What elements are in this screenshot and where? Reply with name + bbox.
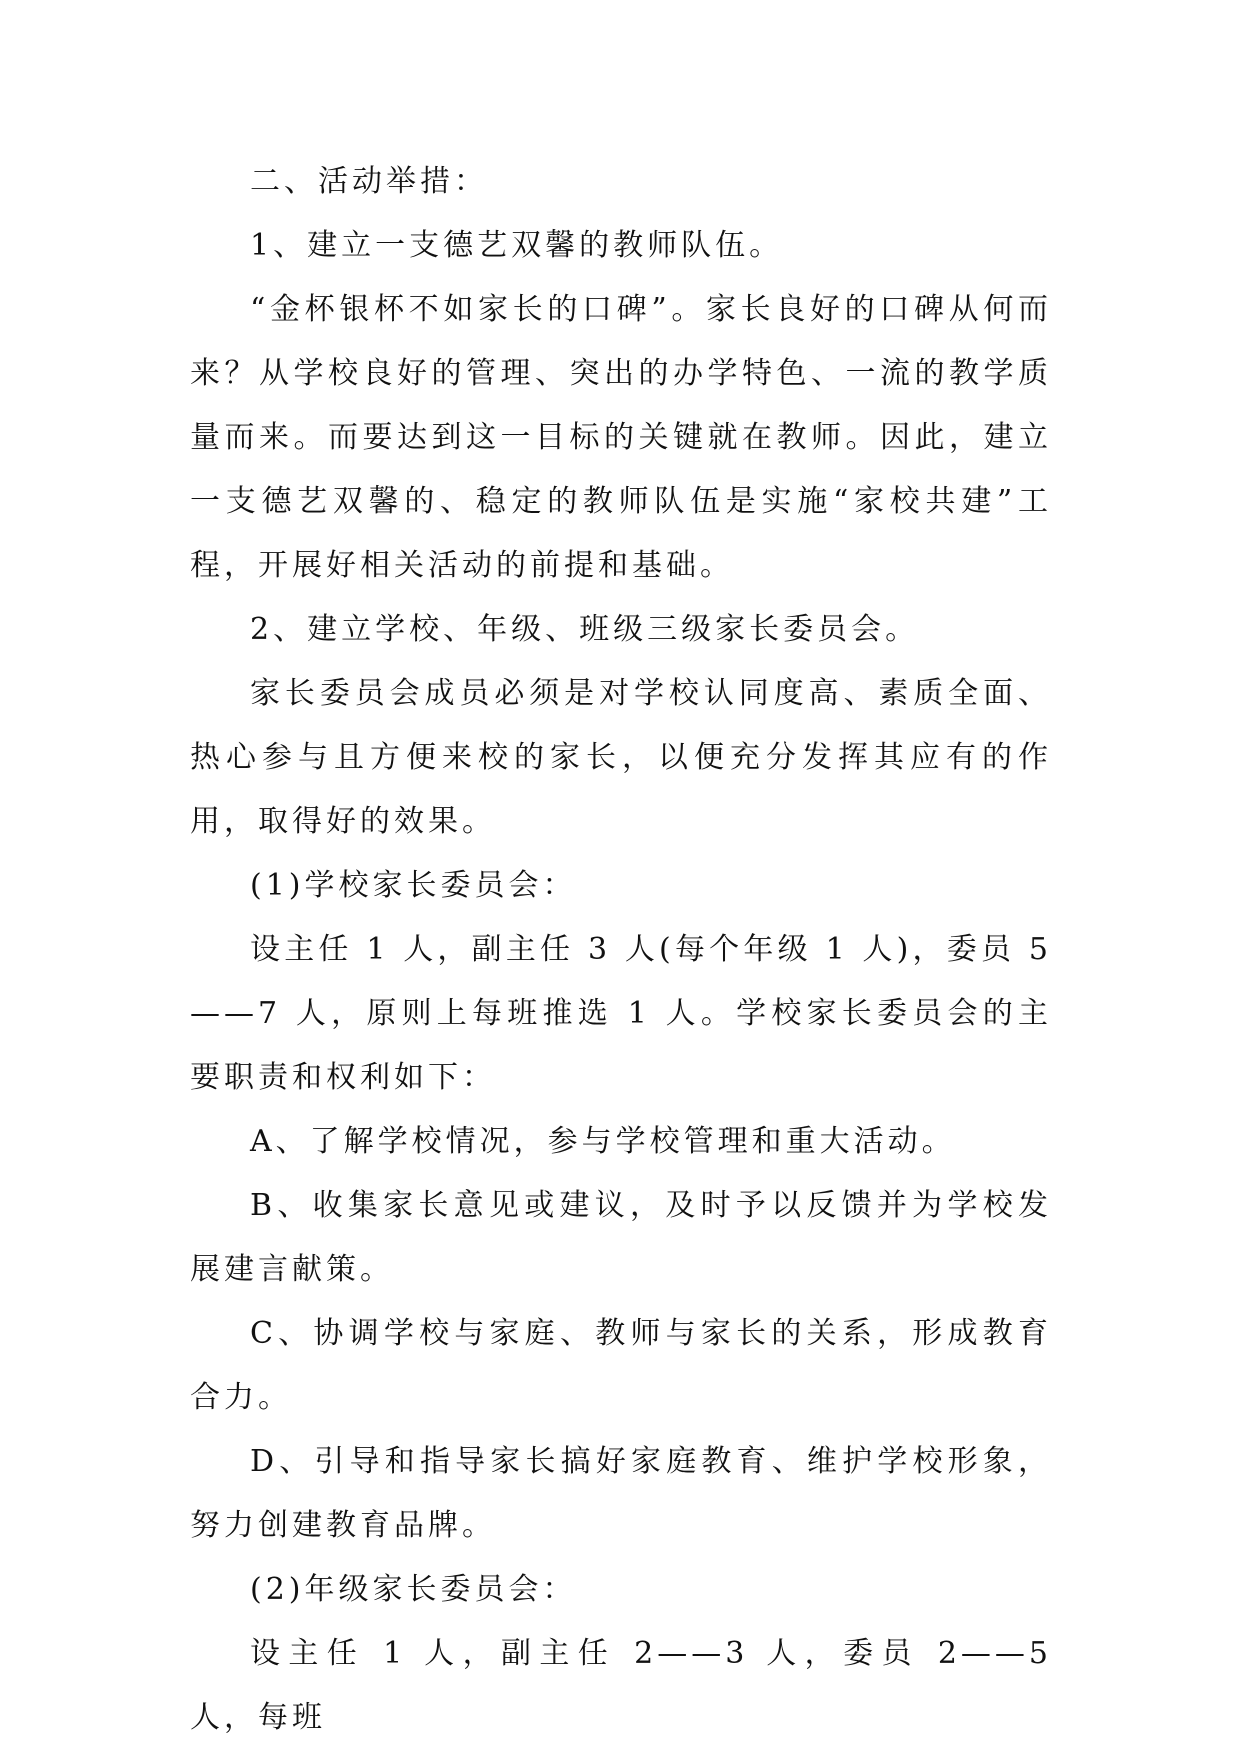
- duty-c: C、协调学校与家庭、教师与家长的关系，形成教育合力。: [190, 1316, 1052, 1415]
- item-2-body: 家长委员会成员必须是对学校认同度高、素质全面、热心参与且方便来校的家长，以便充分发挥其应有的作用，取得好的效果。: [190, 676, 1052, 839]
- sub-2-heading: (2)年级家长委员会：: [250, 1572, 577, 1607]
- document-body: [190, 150, 1052, 1750]
- item-1-body: “金杯银杯不如家长的口碑”。家长良好的口碑从何而来？从学校良好的管理、突出的办学特色、一流的教学质量而来。而要达到这一目标的关键就在教师。因此，建立一支德艺双馨的、稳定的教师队伍是实施“家校共建”工程，开展好相关活动的前提和基础。: [190, 292, 1052, 583]
- sub-1-body: 设主任 1 人，副主任 3 人(每个年级 1 人)，委员 5——7 人，原则上每班推选 1 人。学校家长委员会的主要职责和权利如下：: [190, 932, 1052, 1095]
- item-2-heading: 2、建立学校、年级、班级三级家长委员会。: [250, 612, 920, 647]
- item-1-heading: 1、建立一支德艺双馨的教师队伍。: [250, 228, 784, 263]
- sub-1-heading: (1)学校家长委员会：: [250, 868, 577, 903]
- duty-b: B、收集家长意见或建议，及时予以反馈并为学校发展建言献策。: [190, 1188, 1052, 1287]
- duty-a: A、了解学校情况，参与学校管理和重大活动。: [250, 1124, 956, 1159]
- duty-d: D、引导和指导家长搞好家庭教育、维护学校形象，努力创建教育品牌。: [190, 1444, 1052, 1543]
- section-heading: 二、活动举措：: [250, 164, 488, 199]
- sub-2-body: 设主任 1 人，副主任 2——3 人，委员 2——5 人，每班: [190, 1636, 1052, 1735]
